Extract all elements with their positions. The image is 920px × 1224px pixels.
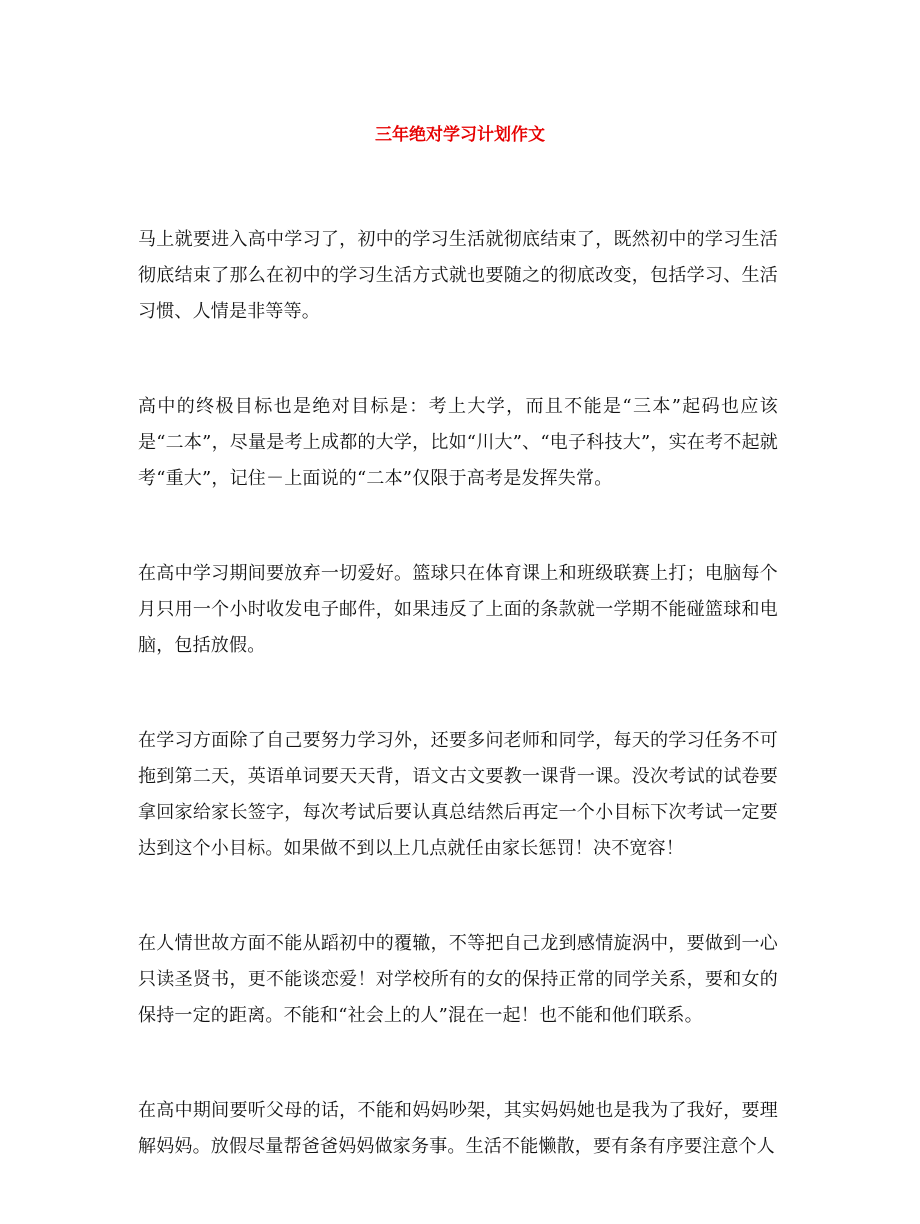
paragraph-3: 在高中学习期间要放弃一切爱好。篮球只在体育课上和班级联赛上打；电脑每个月只用一个小时收发电子邮件，如果违反了上面的条款就一学期不能碰篮球和电脑，包括放假。 — [138, 563, 778, 656]
document-title: 三年绝对学习计划作文 — [375, 125, 545, 145]
paragraph-5: 在人情世故方面不能从蹈初中的覆辙，不等把自己龙到感情旋涡中，要做到一心只读圣贤书，更不能谈恋爱！对学校所有的女的保持正常的同学关系，要和女的保持一定的距离。不能和“社会上的人”混在一起！也不能和他们联系。 — [138, 933, 778, 1026]
document-body — [138, 222, 778, 1224]
paragraph-4: 在学习方面除了自己要努力学习外，还要多问老师和同学，每天的学习任务不可拖到第二天，英语单词要天天背，语文古文要教一课背一课。没次考试的试卷要拿回家给家长签字，每次考试后要认真总结然后再定一个小目标下次考试一定要达到这个小目标。如果做不到以上几点就任由家长惩罚！决不宽容！ — [138, 730, 778, 859]
paragraph-6: 在高中期间要听父母的话，不能和妈妈吵架，其实妈妈她也是我为了我好，要理解妈妈。放假尽量帮爸爸妈妈做家务事。生活不能懒散，要有条有序要注意个人 — [138, 1100, 778, 1157]
paragraph-2: 高中的终极目标也是绝对目标是：考上大学，而且不能是“三本”起码也应该是“二本”，尽量是考上成都的大学，比如“川大”、“电子科技大”，实在考不起就考“重大”，记住－上面说的“二本”仅限于高考是发挥失常。 — [138, 396, 778, 489]
paragraph-1: 马上就要进入高中学习了，初中的学习生活就彻底结束了，既然初中的学习生活彻底结束了那么在初中的学习生活方式就也要随之的彻底改变，包括学习、生活习惯、人情是非等等。 — [138, 229, 778, 322]
